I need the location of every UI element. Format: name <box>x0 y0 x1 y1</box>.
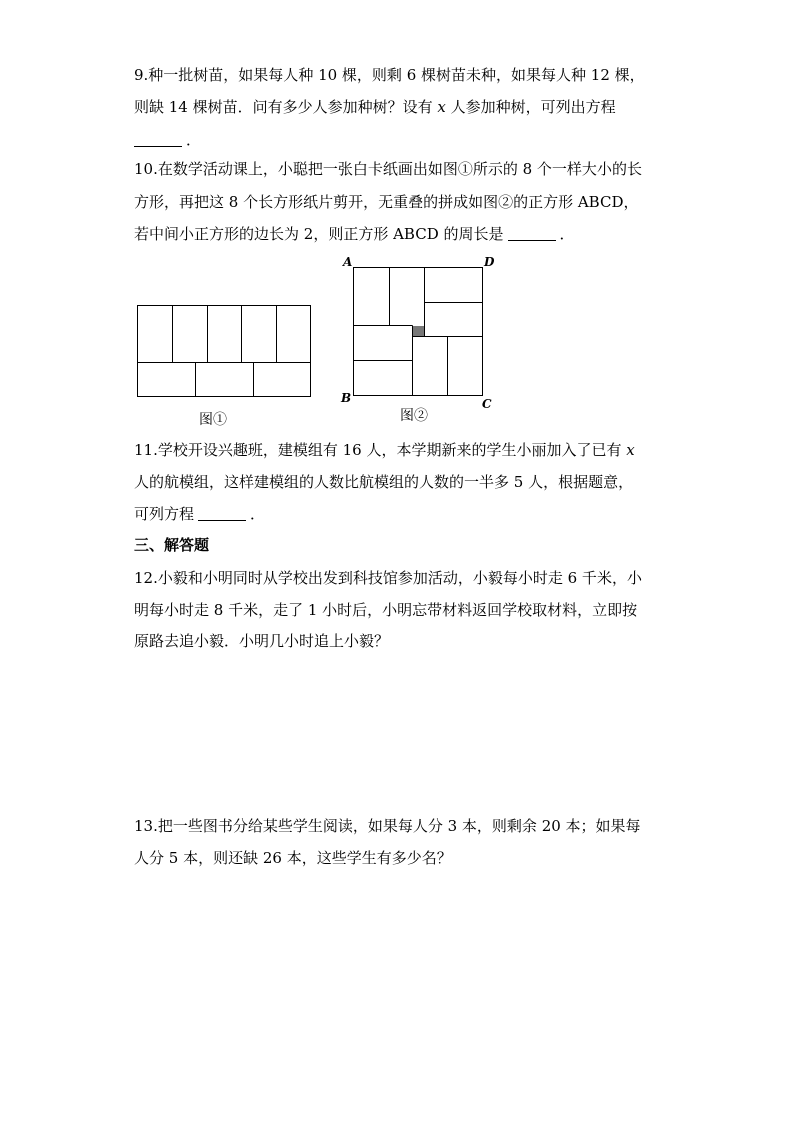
q9-line-1: 9.种一批树苗，如果每人种 10 棵，则剩 6 棵树苗未种，如果每人种 12 棵， <box>134 66 645 84</box>
variable-x: x <box>626 441 635 459</box>
variable-x: x <box>437 98 446 116</box>
q13-line-1: 13.把一些图书分给某些学生阅读，如果每人分 3 本，则剩余 20 本；如果每 <box>134 817 641 835</box>
vertex-label-a: A <box>343 255 353 269</box>
answer-blank[interactable] <box>508 226 556 241</box>
q9-line-3: ． <box>134 130 201 150</box>
vertex-label-c: C <box>482 397 492 411</box>
figure-1-caption: 图① <box>199 412 227 428</box>
figure-1 <box>130 298 320 430</box>
q11-line-2: 人的航模组，这样建模组的人数比航模组的人数的一半多 5 人，根据题意， <box>134 473 634 491</box>
q10-line-1: 10.在数学活动课上，小聪把一张白卡纸画出如图①所示的 8 个一样大小的长 <box>134 160 642 178</box>
figure-2 <box>336 252 506 422</box>
q12-line-1: 12.小毅和小明同时从学校出发到科技馆参加活动，小毅每小时走 6 千米，小 <box>134 569 642 587</box>
q10-line-3: 若中间小正方形的边长为 2，则正方形 ABCD 的周长是 ． <box>134 225 575 243</box>
q13-line-2: 人分 5 本，则还缺 26 本，这些学生有多少名？ <box>134 849 452 867</box>
vertex-label-d: D <box>484 255 495 269</box>
section-heading: 三、解答题 <box>134 536 210 554</box>
q12-line-2: 明每小时走 8 千米，走了 1 小时后，小明忘带材料返回学校取材料，立即按 <box>134 601 638 619</box>
q11-line-3: 可列方程 ． <box>134 505 266 523</box>
q12-line-3: 原路去追小毅．小明几小时追上小毅？ <box>134 632 390 650</box>
q9-line-2: 则缺 14 棵树苗．问有多少人参加种树？设有 x 人参加种树，可列出方程 <box>134 98 616 116</box>
q10-line-2: 方形，再把这 8 个长方形纸片剪开，无重叠的拼成如图②的正方形 ABCD， <box>134 193 639 211</box>
answer-blank[interactable] <box>134 132 182 147</box>
figure-2-caption: 图② <box>400 408 428 422</box>
q11-line-1: 11.学校开设兴趣班，建模组有 16 人，本学期新来的学生小丽加入了已有 x <box>134 441 635 459</box>
vertex-label-b: B <box>341 391 352 405</box>
center-small-square <box>413 326 424 336</box>
answer-blank[interactable] <box>198 506 246 521</box>
